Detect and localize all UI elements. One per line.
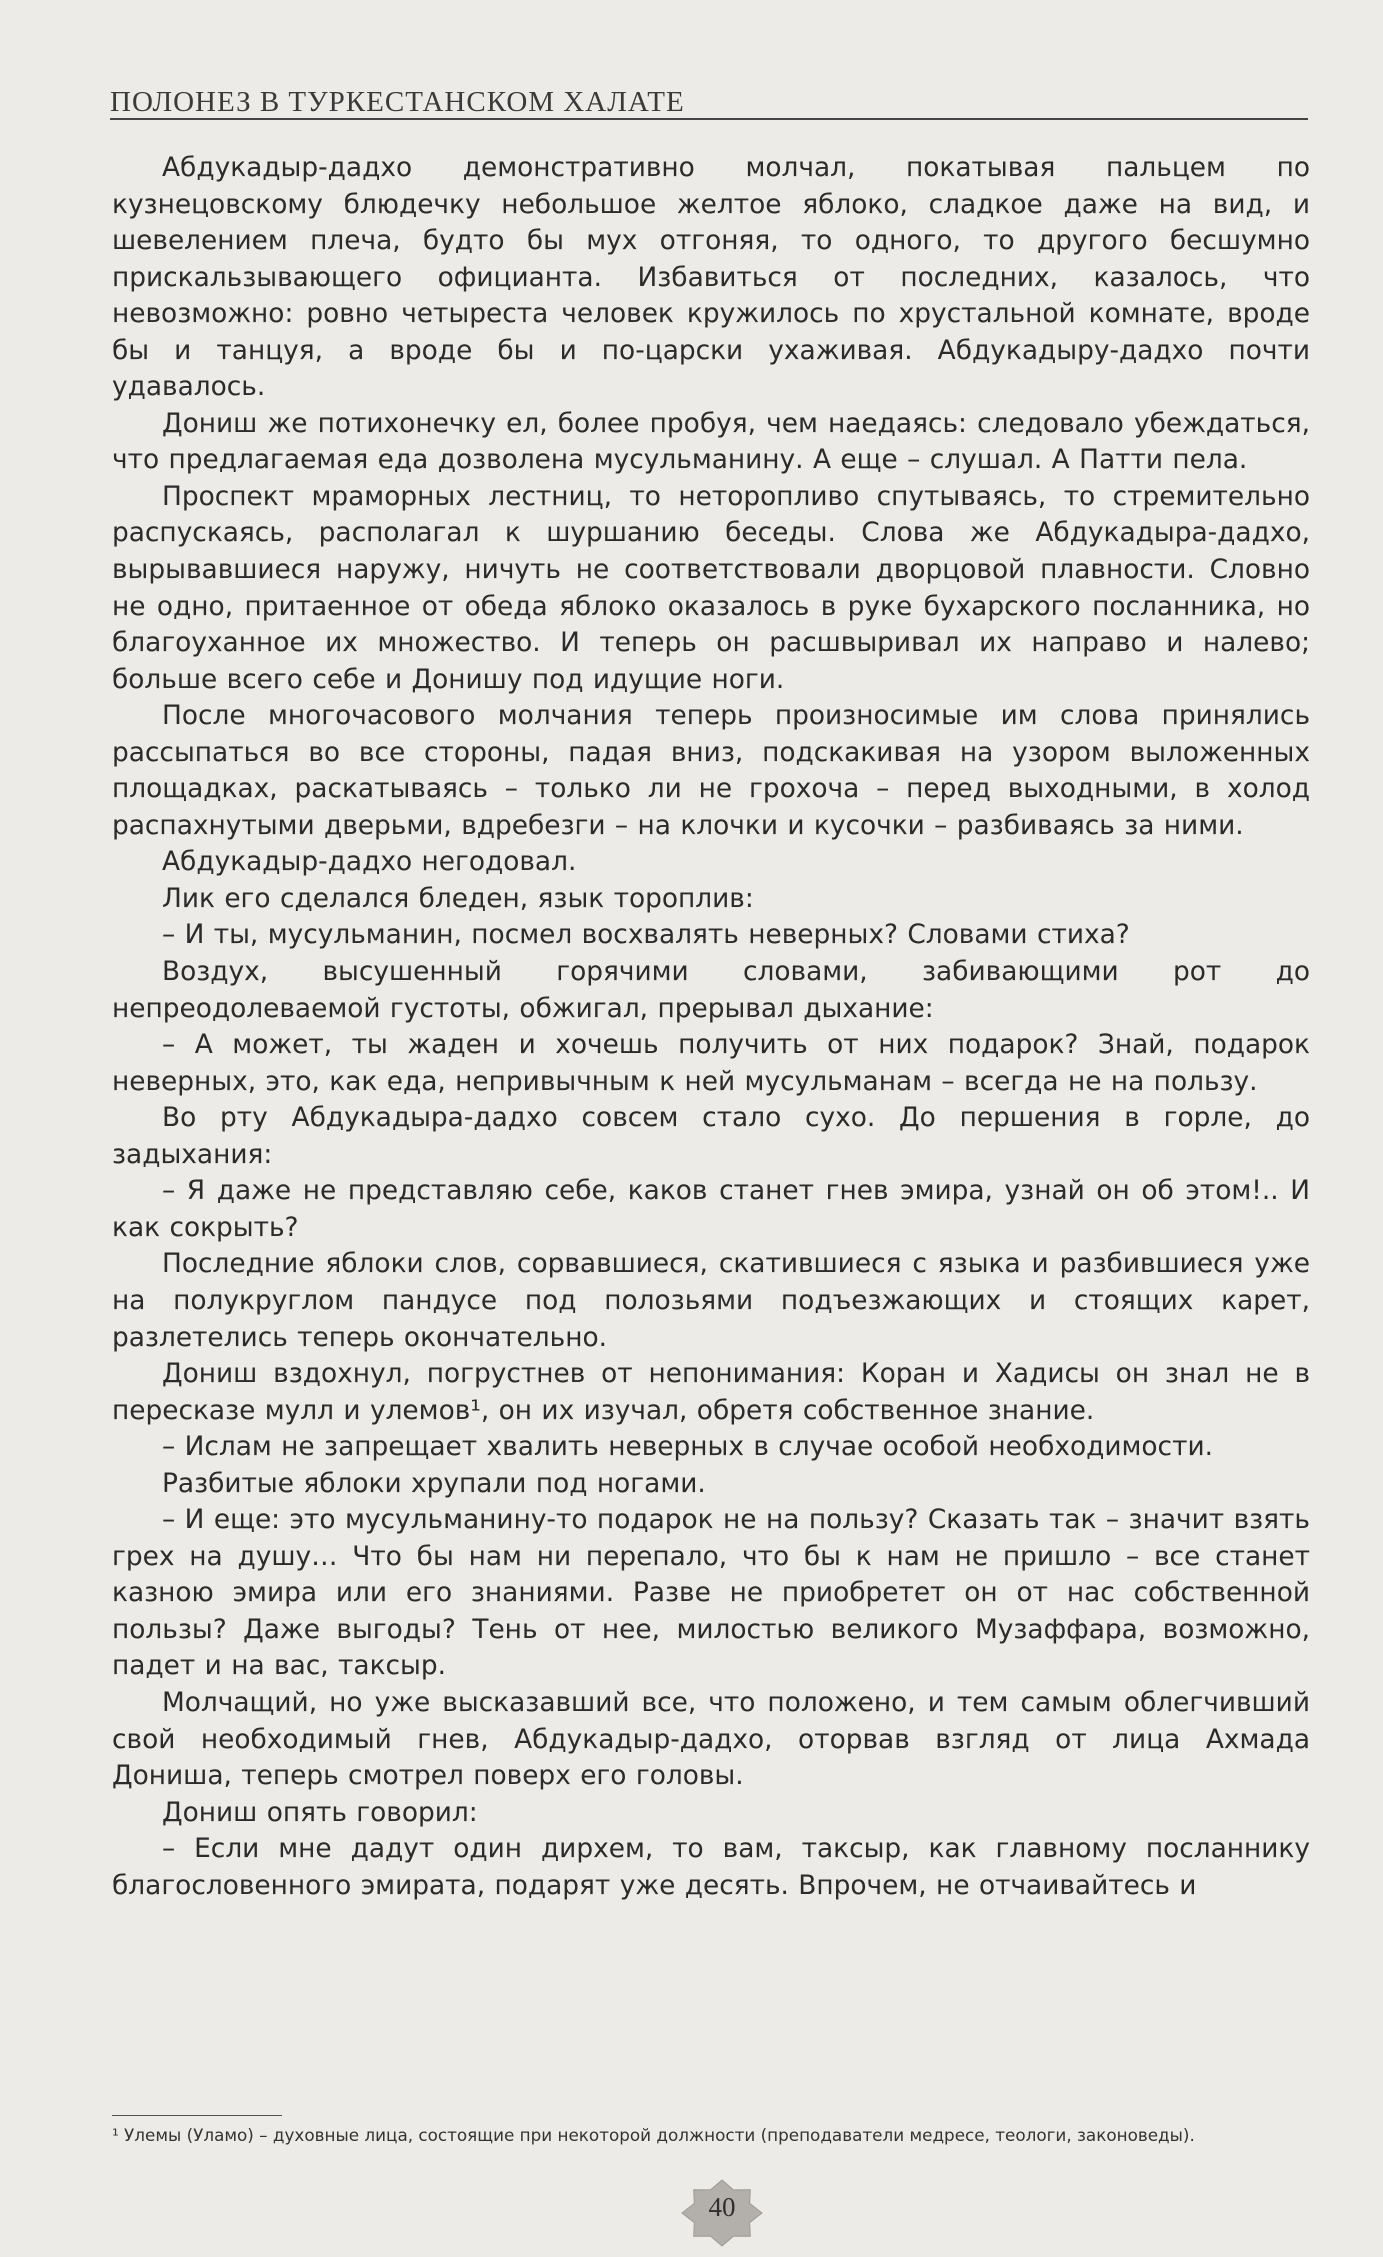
paragraph: Во рту Абдукадыра-дадхо совсем стало сухо. До першения в горле, до задыхания: [112, 1102, 1310, 1170]
page-number-badge [670, 2178, 774, 2248]
paragraph: – Ислам не запрещает хвалить неверных в случае особой необходимости. [162, 1431, 1213, 1463]
paragraph: – А может, ты жаден и хочешь получить от них подарок? Знай, подарок неверных, это, как еда, непривычным к ней мусульманам – всегда не на пользу. [112, 1029, 1310, 1097]
running-head: ПОЛОНЕЗ В ТУРКЕСТАНСКОМ ХАЛАТЕ [110, 86, 685, 118]
paragraph: Дониш опять говорил: [162, 1796, 478, 1828]
paragraph: – Если мне дадут один дирхем, то вам, таксыр, как главному посланнику благословенного эмирата, подарят уже десять. Впрочем, не отчаивайтесь и [112, 1833, 1310, 1901]
paragraph: Воздух, высушенный горячими словами, забивающими рот до непреодолеваемой густоты, обжигал, прерывал дыхание: [112, 956, 1310, 1024]
paragraph: Лик его сделался бледен, язык тороплив: [162, 882, 754, 914]
page-number: 40 [708, 2192, 736, 2222]
paragraph: Разбитые яблоки хрупали под ногами. [162, 1467, 706, 1499]
paragraph: – Я даже не представляю себе, каков станет гнев эмира, узнай он об этом!.. И как сокрыть? [112, 1175, 1310, 1243]
header-rule [110, 118, 1308, 120]
paragraph: Молчащий, но уже высказавший все, что положено, и тем самым облегчивший свой необходимый гнев, Абдукадыр-дадхо, оторвав взгляд от лица Ахмада Дониша, теперь смотрел поверх его головы. [112, 1686, 1310, 1792]
paragraph: Абдукадыр-дадхо негодовал. [162, 846, 577, 878]
paragraph: Последние яблоки слов, сорвавшиеся, скатившиеся с языка и разбившиеся уже на полукруглом пандусе под полозьями подъезжающих и стоящих карет, разлетелись теперь окончательно. [112, 1248, 1310, 1353]
paragraph: – И ты, мусульманин, посмел восхвалять неверных? Словами стиха? [162, 919, 1130, 951]
paragraph: Дониш же потихонечку ел, более пробуя, чем наедаясь: следовало убеждаться, что предлагаемая еда дозволена мусульманину. А еще – слушал. А Патти пела. [112, 407, 1310, 476]
body-text [112, 150, 1310, 1904]
paragraph: Абдукадыр-дадхо демонстративно молчал, покатывая пальцем по кузнецовскому блюдечку небольшое желтое яблоко, сладкое даже на вид, и шевелением плеча, будто бы мух отгоняя, то одного, то другого бесшумно прискальзывающего официанта. Избавиться от последних, казалось, что невозможно: ровно четыреста человек кружилось по хрустальной комнате, вроде бы и танцуя, а вроде бы и по-царски ухаживая. Абдукадыру-дадхо почти удавалось. [112, 152, 1310, 403]
paragraph: – И еще: это мусульманину-то подарок не на пользу? Сказать так – значит взять грех на душу… Что бы нам ни перепало, что бы к нам не пришло – все станет казною эмира или его знаниями. Разве не приобретет он от нас собственной пользы? Даже выгоды? Тень от нее, милостью великого Музаффара, возможно, падет и на вас, таксыр. [112, 1504, 1310, 1682]
footnote-rule [112, 2115, 282, 2116]
paragraph: Дониш вздохнул, погрустнев от непонимания: Коран и Хадисы он знал не в пересказе мулл и улемов¹, он их изучал, обретя собственное знание. [112, 1358, 1310, 1426]
paragraph: После многочасового молчания теперь произносимые им слова принялись рассыпаться во все стороны, падая вниз, подскакивая на узором выложенных площадках, раскатываясь – только ли не грохоча – перед выходными, в холод распахнутыми дверьми, вдребезги – на клочки и кусочки – разбиваясь за ними. [112, 700, 1310, 841]
footnote: ¹ Улемы (Уламо) – духовные лица, состоящие при некоторой должности (преподаватели медресе, теологи, законоведы). [112, 2125, 1195, 2145]
paragraph: Проспект мраморных лестниц, то неторопливо спутываясь, то стремительно распускаясь, располагал к шуршанию беседы. Слова же Абдукадыра-дадхо, вырывавшиеся наружу, ничуть не соответствовали дворцовой плавности. Словно не одно, притаенное от обеда яблоко оказалось в руке бухарского посланника, но благоуханное их множество. И теперь он расшвыривал их направо и налево; больше всего себе и Донишу под идущие ноги. [112, 480, 1310, 695]
